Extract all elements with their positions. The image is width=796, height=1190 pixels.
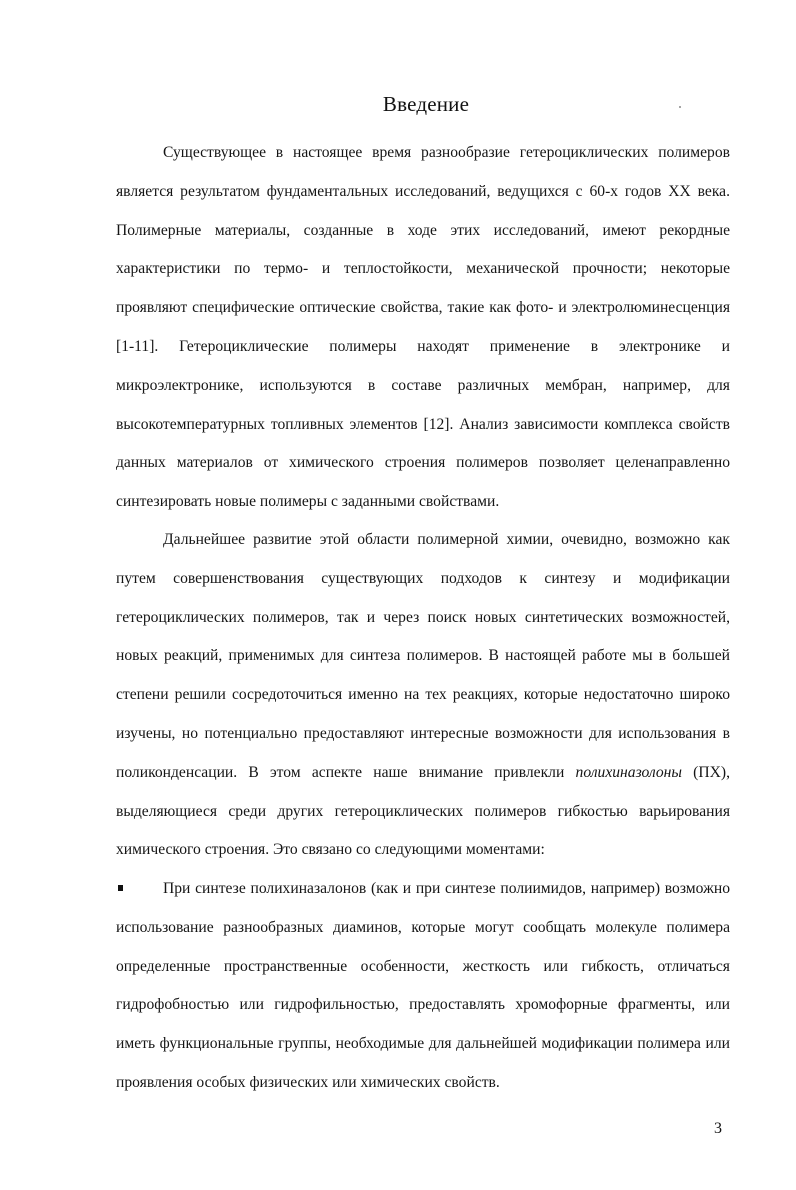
bullet-item-diamines: При синтезе полихиназалонов (как и при синтезе полиимидов, например) возможно использование разнообразных диаминов, которые могут сообщать молекуле полимера определенные пространственные особенности, жесткость или гибкость, отличаться гидрофобностью или гидрофильностью, предоставлять хромофорные фрагменты, или иметь функциональные группы, необходимые для дальнейшей модификации полимера или проявления особых физических или химических свойств. — [116, 880, 730, 1091]
paragraph-development-end: (ПХ), выделяющиеся среди других гетероциклических полимеров гибкостью варьирования химического строения. Это связано со следующими моментами: — [116, 763, 730, 859]
page-number: 3 — [714, 1120, 722, 1137]
paragraph-intro: Существующее в настоящее время разнообразие гетероциклических полимеров является результатом фундаментальных исследований, ведущихся с 60-х годов XX века. Полимерные материалы, созданные в ходе этих исследований, имеют рекордные характеристики по термо- и теплостойкости, механической прочности; некоторые проявляют специфические оптические свойства, такие как фото- и электролюминесценция [1-11]. Гетероциклические полимеры находят применение в электронике и микроэлектронике, используются в составе различных мембран, например, для высокотемпературных топливных элементов [12]. Анализ зависимости комплекса свойств данных материалов от химического строения полимеров позволяет целенаправленно синтезировать новые полимеры с заданными свойствами. — [116, 144, 730, 511]
paragraph-development — [116, 521, 730, 870]
scan-speck — [679, 106, 681, 108]
paragraph-development-start: Дальнейшее развитие этой области полимерной химии, очевидно, возможно как путем совершенствования существующих подходов к синтезу и модификации гетероциклических полимеров, так и через поиск новых синтетических возможностей, новых реакций, применимых для синтеза полимеров. В настоящей работе мы в большей степени решили сосредоточиться именно на тех реакциях, которые недостаточно широко изучены, но потенциально предоставляют интересные возможности для использования в поликонденсации. В этом аспекте наше внимание привлекли — [116, 531, 730, 781]
page-title: Введение — [382, 92, 470, 116]
italic-term: полихиназолоны — [575, 763, 682, 781]
